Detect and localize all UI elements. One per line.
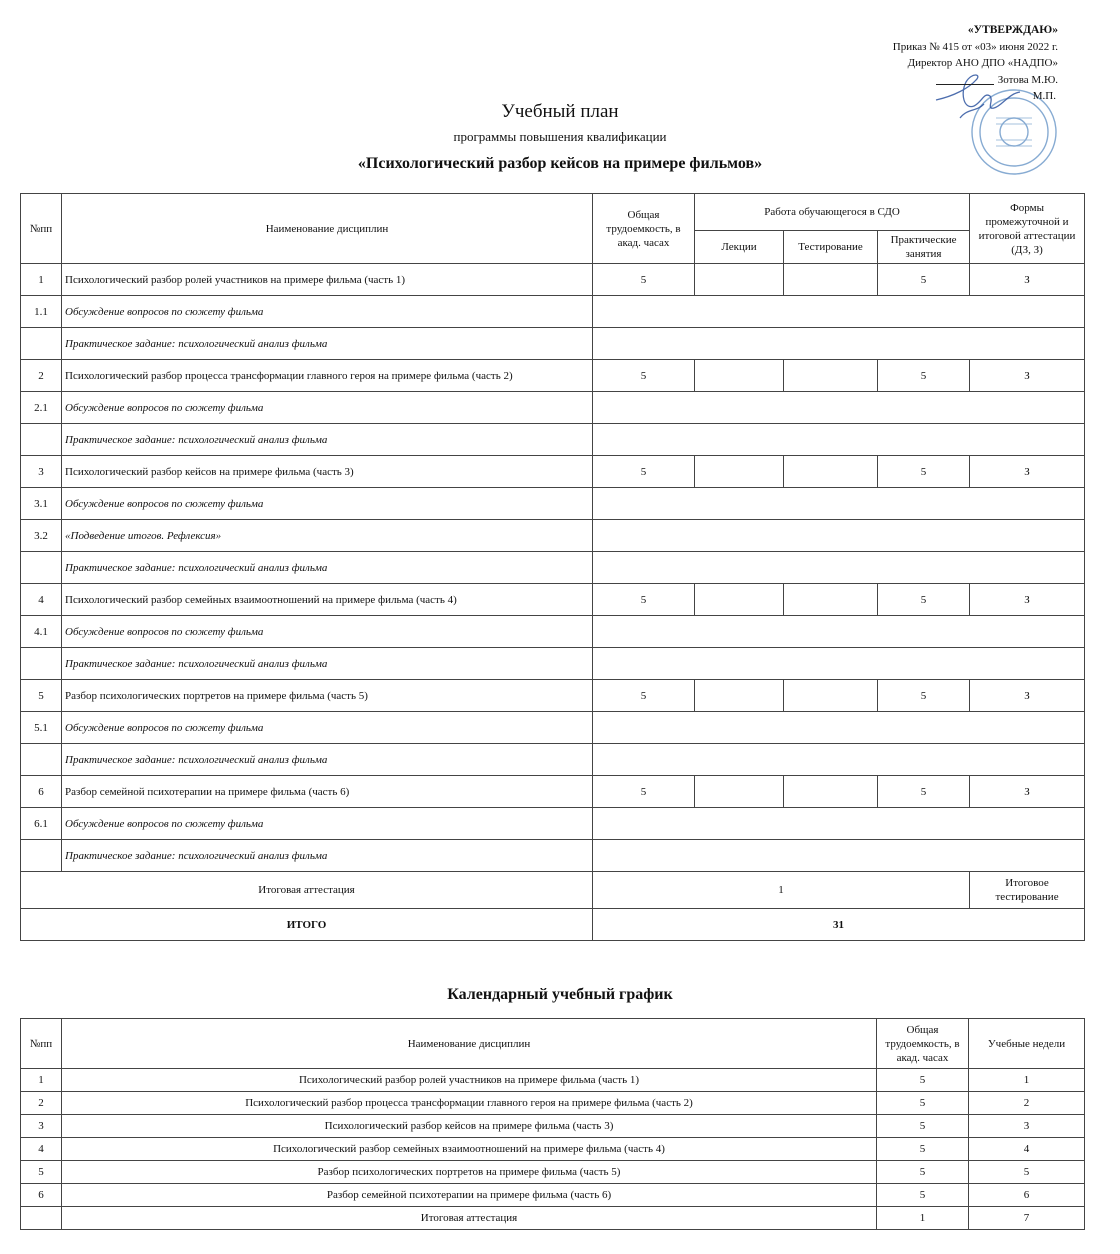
cal-num: 4 <box>21 1138 62 1161</box>
row-testing <box>784 680 878 712</box>
table-row <box>21 392 1085 424</box>
cal-hours: 5 <box>877 1161 969 1184</box>
cal-header-weeks: Учебные недели <box>969 1019 1085 1069</box>
row-form: З <box>970 456 1085 488</box>
cal-hours: 5 <box>877 1138 969 1161</box>
table-row <box>21 1092 1085 1115</box>
row-testing <box>784 360 878 392</box>
row-total: 5 <box>593 360 695 392</box>
row-num: 3.2 <box>21 520 62 552</box>
curriculum-table <box>20 193 1085 941</box>
approval-title: «УТВЕРЖДАЮ» <box>967 24 1058 36</box>
row-total: 5 <box>593 264 695 296</box>
cal-num <box>21 1207 62 1230</box>
row-total: 5 <box>593 680 695 712</box>
row-name: Практическое задание: психологический анализ фильма <box>62 840 593 872</box>
cal-header-name: Наименование дисциплин <box>62 1019 877 1069</box>
header-name: Наименование дисциплин <box>62 194 593 264</box>
row-practice: 5 <box>878 680 970 712</box>
row-name: Обсуждение вопросов по сюжету фильма <box>62 616 593 648</box>
row-testing <box>784 584 878 616</box>
row-num: 4 <box>21 584 62 616</box>
row-num <box>21 648 62 680</box>
row-num <box>21 552 62 584</box>
row-name: Психологический разбор кейсов на примере фильма (часть 3) <box>62 456 593 488</box>
header-practice: Практические занятия <box>878 231 970 264</box>
row-num: 1.1 <box>21 296 62 328</box>
cal-header-total: Общая трудоемкость, в акад. часах <box>877 1019 969 1069</box>
row-lectures <box>695 456 784 488</box>
calendar-table <box>20 1018 1085 1230</box>
row-empty <box>593 296 1085 328</box>
cal-hours: 5 <box>877 1115 969 1138</box>
row-num: 2.1 <box>21 392 62 424</box>
cal-week: 7 <box>969 1207 1085 1230</box>
header-num: №пп <box>21 194 62 264</box>
row-num <box>21 328 62 360</box>
row-name: Разбор психологических портретов на примере фильма (часть 5) <box>62 680 593 712</box>
table-row <box>21 328 1085 360</box>
cal-name: Психологический разбор ролей участников на примере фильма (часть 1) <box>62 1069 877 1092</box>
cal-name: Психологический разбор семейных взаимоотношений на примере фильма (часть 4) <box>62 1138 877 1161</box>
row-lectures <box>695 776 784 808</box>
cal-name: Разбор семейной психотерапии на примере фильма (часть 6) <box>62 1184 877 1207</box>
final-hours: 1 <box>593 872 970 909</box>
row-total: 5 <box>593 776 695 808</box>
row-empty <box>593 712 1085 744</box>
row-name: Обсуждение вопросов по сюжету фильма <box>62 488 593 520</box>
table-row <box>21 744 1085 776</box>
cal-week: 1 <box>969 1069 1085 1092</box>
header-lectures: Лекции <box>695 231 784 264</box>
row-name: Практическое задание: психологический анализ фильма <box>62 552 593 584</box>
table-row <box>21 680 1085 712</box>
cal-hours: 5 <box>877 1092 969 1115</box>
approval-order: Приказ № 415 от «03» июня 2022 г. <box>892 40 1058 53</box>
row-empty <box>593 616 1085 648</box>
table-row <box>21 456 1085 488</box>
row-practice: 5 <box>878 776 970 808</box>
row-form: З <box>970 264 1085 296</box>
row-practice: 5 <box>878 264 970 296</box>
cal-hours: 1 <box>877 1207 969 1230</box>
row-testing <box>784 456 878 488</box>
final-attestation-row <box>21 872 1085 909</box>
row-num: 3 <box>21 456 62 488</box>
table-row <box>21 776 1085 808</box>
table-row <box>21 1138 1085 1161</box>
table-row <box>21 1115 1085 1138</box>
cal-week: 3 <box>969 1115 1085 1138</box>
cal-week: 6 <box>969 1184 1085 1207</box>
total-hours: 31 <box>593 909 1085 941</box>
page-subtitle: программы повышения квалификации <box>453 129 667 144</box>
row-empty <box>593 552 1085 584</box>
total-row <box>21 909 1085 941</box>
cal-hours: 5 <box>877 1184 969 1207</box>
approval-name: Зотова М.Ю. <box>997 73 1058 86</box>
row-form: З <box>970 584 1085 616</box>
row-name: Разбор семейной психотерапии на примере фильма (часть 6) <box>62 776 593 808</box>
row-name: Психологический разбор ролей участников на примере фильма (часть 1) <box>62 264 593 296</box>
header-work: Работа обучающегося в СДО <box>695 194 970 231</box>
cal-num: 2 <box>21 1092 62 1115</box>
row-empty <box>593 488 1085 520</box>
row-practice: 5 <box>878 584 970 616</box>
calendar-header-row <box>21 1019 1085 1069</box>
final-label: Итоговая аттестация <box>21 872 593 909</box>
row-empty <box>593 520 1085 552</box>
row-name: Практическое задание: психологический анализ фильма <box>62 744 593 776</box>
table-row <box>21 584 1085 616</box>
row-lectures <box>695 360 784 392</box>
cal-num: 6 <box>21 1184 62 1207</box>
table-row <box>21 264 1085 296</box>
row-empty <box>593 840 1085 872</box>
table-row <box>21 296 1085 328</box>
table-row <box>21 808 1085 840</box>
table-row <box>21 552 1085 584</box>
row-num <box>21 744 62 776</box>
table-row <box>21 1069 1085 1092</box>
cal-week: 4 <box>969 1138 1085 1161</box>
row-lectures <box>695 584 784 616</box>
total-label: ИТОГО <box>21 909 593 941</box>
row-testing <box>784 776 878 808</box>
header-testing: Тестирование <box>784 231 878 264</box>
row-empty <box>593 328 1085 360</box>
table-row <box>21 1207 1085 1230</box>
cal-hours: 5 <box>877 1069 969 1092</box>
cal-name: Итоговая аттестация <box>62 1207 877 1230</box>
row-empty <box>593 392 1085 424</box>
row-num: 4.1 <box>21 616 62 648</box>
final-form: Итоговое тестирование <box>970 872 1085 909</box>
row-name: Практическое задание: психологический анализ фильма <box>62 648 593 680</box>
approval-name-line <box>818 72 1058 89</box>
approval-director: Директор АНО ДПО «НАДПО» <box>907 57 1058 69</box>
row-name: Психологический разбор процесса трансформации главного героя на примере фильма (часть 2) <box>62 360 593 392</box>
row-num: 5.1 <box>21 712 62 744</box>
cal-name: Психологический разбор кейсов на примере фильма (часть 3) <box>62 1115 877 1138</box>
row-lectures <box>695 680 784 712</box>
cal-header-num: №пп <box>21 1019 62 1069</box>
row-name: «Подведение итогов. Рефлексия» <box>62 520 593 552</box>
page-title: Учебный план <box>501 101 619 122</box>
row-name: Психологический разбор семейных взаимоотношений на примере фильма (часть 4) <box>62 584 593 616</box>
row-name: Обсуждение вопросов по сюжету фильма <box>62 808 593 840</box>
row-num: 3.1 <box>21 488 62 520</box>
table-row <box>21 488 1085 520</box>
table-row <box>21 616 1085 648</box>
row-form: З <box>970 776 1085 808</box>
table-row <box>21 840 1085 872</box>
row-total: 5 <box>593 584 695 616</box>
calendar-title: Календарный учебный график <box>447 986 673 1003</box>
cal-week: 2 <box>969 1092 1085 1115</box>
header-total: Общая трудоемкость, в акад. часах <box>593 194 695 264</box>
row-form: З <box>970 680 1085 712</box>
table-row <box>21 424 1085 456</box>
row-num: 2 <box>21 360 62 392</box>
row-name: Обсуждение вопросов по сюжету фильма <box>62 712 593 744</box>
row-num: 6.1 <box>21 808 62 840</box>
table-row <box>21 520 1085 552</box>
signature-line <box>936 84 994 85</box>
cal-num: 5 <box>21 1161 62 1184</box>
row-name: Обсуждение вопросов по сюжету фильма <box>62 392 593 424</box>
cal-week: 5 <box>969 1161 1085 1184</box>
row-num <box>21 840 62 872</box>
row-empty <box>593 744 1085 776</box>
row-total: 5 <box>593 456 695 488</box>
curriculum-header-row <box>21 194 1085 231</box>
table-row <box>21 360 1085 392</box>
table-row <box>21 712 1085 744</box>
row-num <box>21 424 62 456</box>
table-row <box>21 1161 1085 1184</box>
row-empty <box>593 808 1085 840</box>
row-practice: 5 <box>878 456 970 488</box>
row-lectures <box>695 264 784 296</box>
approval-mp: М.П. <box>1032 90 1056 102</box>
table-row <box>21 1184 1085 1207</box>
cal-num: 3 <box>21 1115 62 1138</box>
row-name: Обсуждение вопросов по сюжету фильма <box>62 296 593 328</box>
row-name: Практическое задание: психологический анализ фильма <box>62 328 593 360</box>
row-testing <box>784 264 878 296</box>
row-practice: 5 <box>878 360 970 392</box>
row-name: Практическое задание: психологический анализ фильма <box>62 424 593 456</box>
row-form: З <box>970 360 1085 392</box>
table-row <box>21 648 1085 680</box>
row-empty <box>593 648 1085 680</box>
row-num: 5 <box>21 680 62 712</box>
cal-name: Психологический разбор процесса трансформации главного героя на примере фильма (часть 2) <box>62 1092 877 1115</box>
row-num: 6 <box>21 776 62 808</box>
header-forms: Формы промежуточной и итоговой аттестации (ДЗ, З) <box>970 194 1085 264</box>
cal-name: Разбор психологических портретов на примере фильма (часть 5) <box>62 1161 877 1184</box>
cal-num: 1 <box>21 1069 62 1092</box>
row-num: 1 <box>21 264 62 296</box>
row-empty <box>593 424 1085 456</box>
approval-block <box>818 22 1058 105</box>
program-title: «Психологический разбор кейсов на примере фильмов» <box>357 155 763 172</box>
